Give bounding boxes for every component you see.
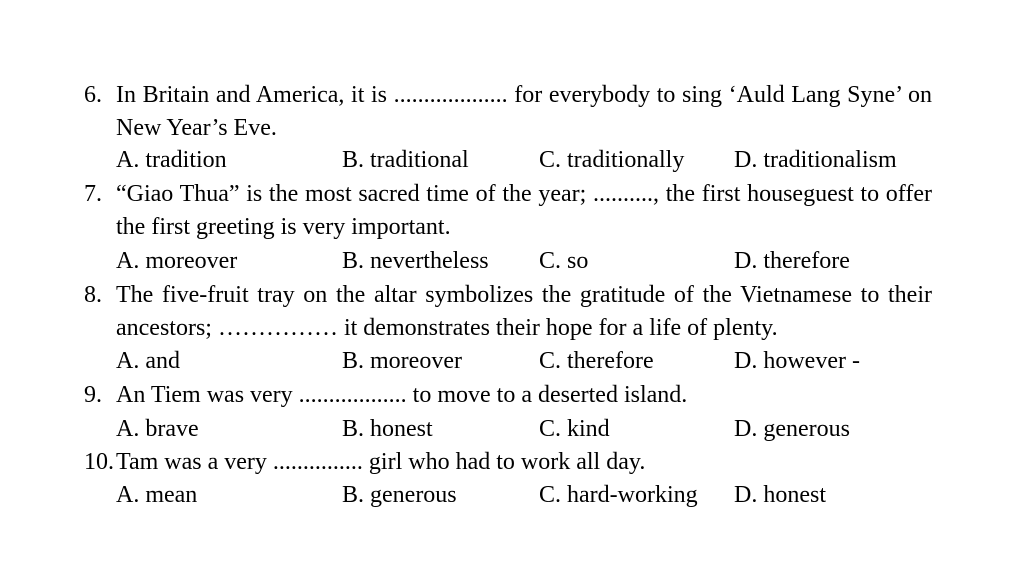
option-c: C. so	[539, 248, 589, 274]
option-a: A. mean	[116, 482, 198, 508]
question-10	[84, 446, 932, 479]
options-10	[116, 479, 936, 512]
option-c: C. hard-working	[539, 482, 698, 508]
option-c: C. traditionally	[539, 147, 685, 173]
option-b: B. traditional	[342, 147, 469, 173]
option-c: C. therefore	[539, 348, 654, 374]
options-9	[116, 413, 936, 446]
option-d: D. traditionalism	[734, 147, 897, 173]
option-a: A. moreover	[116, 248, 238, 274]
question-text: An Tiem was very .................. to move to a deserted island.	[116, 382, 688, 408]
option-a: A. tradition	[116, 147, 227, 173]
option-a: A. brave	[116, 416, 199, 442]
option-d: D. therefore	[734, 248, 850, 274]
question-9	[84, 379, 932, 412]
option-b: B. honest	[342, 416, 433, 442]
question-8	[84, 279, 932, 345]
question-text: Tam was a very ............... girl who had to work all day.	[116, 449, 646, 475]
question-number: 9.	[84, 382, 102, 408]
question-number: 7.	[84, 181, 102, 207]
options-8	[116, 345, 936, 378]
question-7	[84, 178, 932, 244]
question-number: 8.	[84, 282, 102, 308]
question-text: In Britain and America, it is ................... for everybody to sing ‘Auld Lang Syne’ on New Year’s Eve.	[116, 82, 932, 141]
question-number: 10.	[84, 449, 114, 475]
option-c: C. kind	[539, 416, 610, 442]
option-b: B. generous	[342, 482, 457, 508]
option-b: B. moreover	[342, 348, 462, 374]
option-d: D. honest	[734, 482, 826, 508]
option-d: D. generous	[734, 416, 850, 442]
option-a: A. and	[116, 348, 180, 374]
option-d: D. however -	[734, 348, 860, 374]
options-6	[116, 144, 936, 177]
question-text: The five-fruit tray on the altar symbolizes the gratitude of the Vietnamese to their ancestors; …………… it demonstrates their hope for a life of plenty.	[116, 282, 932, 341]
option-b: B. nevertheless	[342, 248, 489, 274]
question-6	[84, 79, 932, 145]
question-text: “Giao Thua” is the most sacred time of the year; .........., the first houseguest to offer the first greeting is very important.	[116, 181, 932, 240]
options-7	[116, 245, 936, 278]
question-number: 6.	[84, 82, 102, 108]
